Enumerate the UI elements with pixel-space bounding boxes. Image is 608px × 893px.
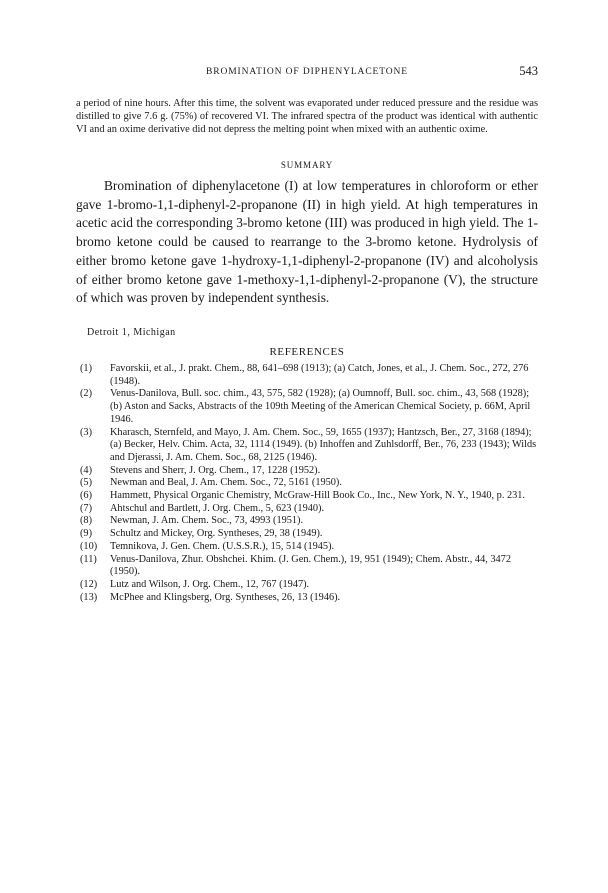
reference-number: (6) bbox=[80, 490, 93, 502]
reference-text: Newman and Beal, J. Am. Chem. Soc., 72, 5161 (1950). bbox=[110, 477, 342, 489]
reference-text: Stevens and Sherr, J. Org. Chem., 17, 1228 (1952). bbox=[110, 464, 321, 476]
reference-number: (11) bbox=[80, 553, 97, 565]
reference-number: (2) bbox=[80, 388, 93, 400]
references-heading: REFERENCES bbox=[269, 346, 345, 358]
author-affiliation: Detroit 1, Michigan bbox=[87, 327, 176, 338]
page-number: 543 bbox=[519, 64, 538, 78]
reference-number: (1) bbox=[80, 363, 93, 374]
reference-item bbox=[76, 579, 538, 592]
reference-item bbox=[76, 528, 538, 541]
reference-text: Ahtschul and Bartlett, J. Org. Chem., 5, 623 (1940). bbox=[110, 502, 325, 514]
reference-item bbox=[76, 388, 538, 426]
reference-text: Kharasch, Sternfeld, and Mayo, J. Am. Chem. Soc., 59, 1655 (1937); Hantzsch, Ber., 27, 3168 (1894); (a) Becker, Helv. Chim. Acta, 32, 1114 (1949). (b) Inhoffen and Zuhlsdorff, Ber., 76, 233 (1943); Wilds and Djerassi, J. Am. Chem. Soc., 68, 2125 (1946). bbox=[110, 426, 537, 463]
reference-item bbox=[76, 477, 538, 490]
reference-item bbox=[76, 515, 538, 528]
reference-text: Schultz and Mickey, Org. Syntheses, 29, 38 (1949). bbox=[110, 528, 323, 540]
reference-item bbox=[76, 465, 538, 478]
summary-heading: SUMMARY bbox=[280, 160, 334, 170]
reference-number: (7) bbox=[80, 502, 93, 514]
reference-number: (4) bbox=[80, 464, 93, 476]
reference-item bbox=[76, 490, 538, 503]
reference-item bbox=[76, 427, 538, 465]
reference-text: Newman, J. Am. Chem. Soc., 73, 4993 (1951). bbox=[110, 515, 304, 527]
reference-text: McPhee and Klingsberg, Org. Syntheses, 26, 13 (1946). bbox=[110, 591, 341, 603]
reference-text: Venus-Danilova, Bull. soc. chim., 43, 575, 582 (1928); (a) Oumnoff, Bull. soc. chim., 43, 568 (1928); (b) Aston and Sacks, Abstracts of the 109th Meeting of the American Chemical Society, p. 66M, April 1946. bbox=[110, 388, 531, 425]
reference-number: (9) bbox=[80, 528, 93, 540]
running-header bbox=[76, 64, 538, 80]
reference-item bbox=[76, 554, 538, 579]
reference-text: Hammett, Physical Organic Chemistry, McGraw-Hill Book Co., Inc., New York, N. Y., 1940, p. 231. bbox=[110, 490, 525, 502]
reference-number: (13) bbox=[80, 591, 98, 603]
reference-text: Lutz and Wilson, J. Org. Chem., 12, 767 (1947). bbox=[110, 578, 310, 590]
reference-number: (12) bbox=[80, 578, 98, 590]
reference-item bbox=[76, 503, 538, 516]
references-list bbox=[76, 363, 538, 604]
running-title: BROMINATION OF DIPHENYLACETONE bbox=[205, 67, 409, 77]
reference-item bbox=[76, 592, 538, 605]
summary-paragraph: Bromination of diphenylacetone (I) at low temperatures in chloroform or ether gave 1-bromo-1,1-diphenyl-2-propanone (II) in high yield. At high temperatures in acetic acid the corresponding 3-bromo ketone (III) was produced in high yield. The 1-bromo ketone could be caused to rearrange to the 3-bromo ketone. Hydrolysis of either bromo ketone gave 1-hydroxy-1,1-diphenyl-2-propanone (IV) and alcoholysis of either bromo ketone gave 1-methoxy-1,1-diphenyl-2-propanone (V), the structure of which was proven by independent synthesis. bbox=[76, 178, 538, 306]
reference-number: (8) bbox=[80, 515, 93, 527]
reference-item bbox=[76, 363, 538, 388]
reference-number: (5) bbox=[80, 477, 93, 489]
reference-text: Temnikova, J. Gen. Chem. (U.S.S.R.), 15, 514 (1945). bbox=[110, 540, 335, 552]
experimental-continuation-paragraph: a period of nine hours. After this time, the solvent was evaporated under reduced pressure and the residue was distilled to give 7.6 g. (75%) of recovered VI. The infrared spectra of the product was identical with authentic VI and an oxime derivative did not depress the melting point when mixed with an authentic oxime. bbox=[76, 98, 538, 136]
reference-number: (10) bbox=[80, 540, 98, 552]
reference-number: (3) bbox=[80, 426, 93, 438]
reference-item bbox=[76, 541, 538, 554]
reference-text: Favorskii, et al., J. prakt. Chem., 88, 641–698 (1913); (a) Catch, Jones, et al., J. Chem. Soc., 272, 276 (1948). bbox=[110, 363, 529, 387]
reference-text: Venus-Danilova, Zhur. Obshchei. Khim. (J. Gen. Chem.), 19, 951 (1949); Chem. Abstr., 44, 3472 (1950). bbox=[110, 553, 511, 578]
